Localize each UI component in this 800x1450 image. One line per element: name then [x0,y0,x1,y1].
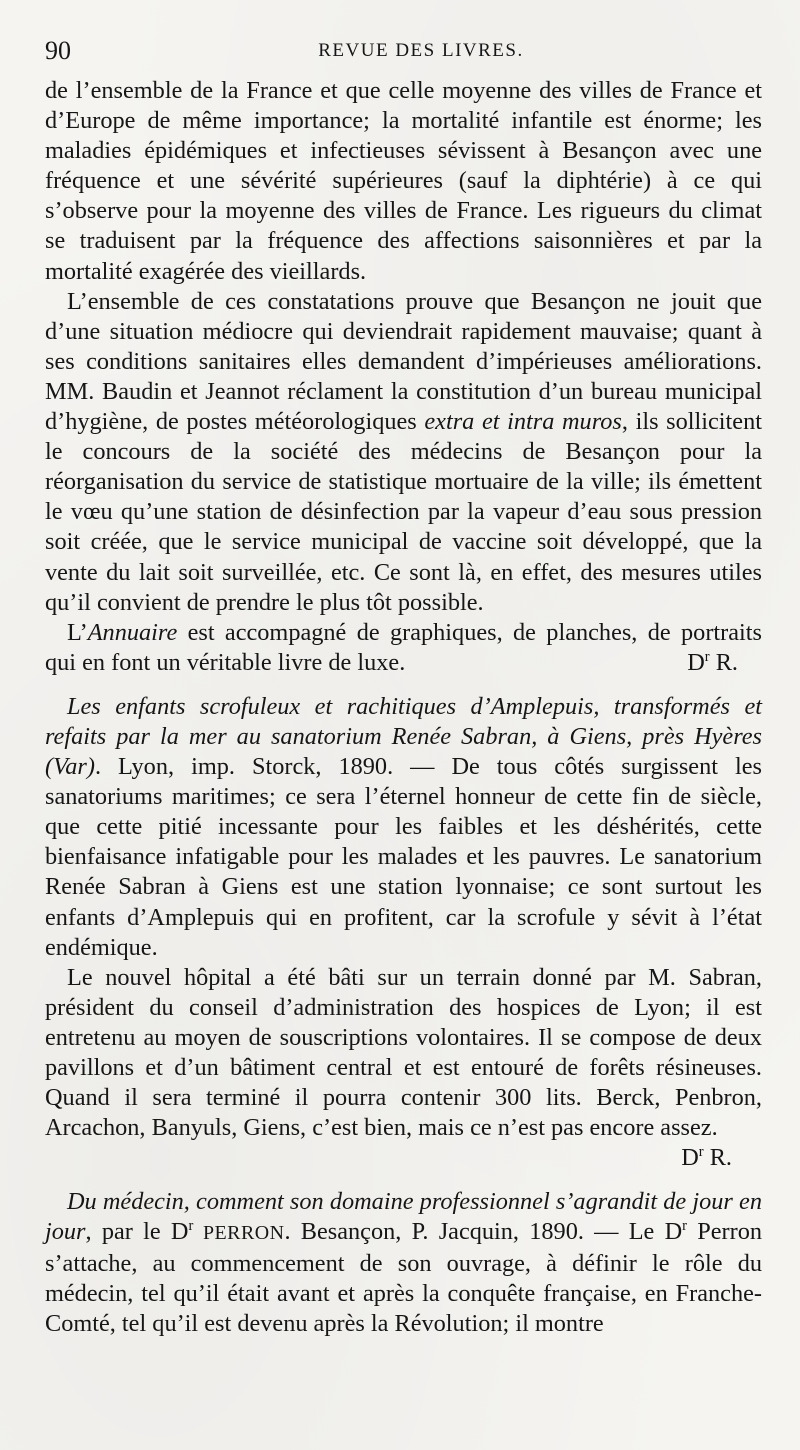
review2-signature-tail: R. [703,1144,732,1172]
review3-publication: . Besançon, P. Jacquin, 1890. — Le D [284,1218,683,1246]
review2-paragraph-2-text: Le nouvel hôpital a été bâti sur un terrain donné par M. Sabran, président du conseil d’administration des hospices de Lyon; il est entretenu au moyen de souscriptions volontaires. Il se compose de deux pavillons et d’un bâtiment central et est entouré de forêts résineuses. Quand il sera terminé il pourra contenir 300 lits. Berck, Penbron, Arcachon, Banyuls, Giens, c’est bien, mais ce n’est pas encore assez. [45,963,762,1142]
review2-body: . Lyon, imp. Storck, 1890. — De tous côtés surgissent les sanatoriums maritimes; ce sera l’éternel honneur de cette fin de siècle, que cette pitié incessante pour les faibles et les déshérités, cette bienfaisance infatigable pour les malades et les pauvres. Le sanatorium Renée Sabran à Giens est une station lyonnaise; ce sont surtout les enfants d’Amplepuis qui en profitent, car la scrofule y sévit à l’état endémique. [45,753,762,961]
review1-signature-tail: R. [709,648,738,676]
review3-by-sup: r [188,1218,194,1235]
review1-paragraph-2-end: , ils sollicitent le concours de la société des médecins de Besançon pour la réorganisation du service de statistique mortuaire de la ville; ils émettent le vœu qu’une station de désinfection par la vapeur d’eau sous pression soit créée, que le service municipal de vaccine soit développé, que la vente du lait soit surveillée, etc. Ce sont là, en effet, des mesures utiles qu’il convient de prendre le plus tôt possible. [45,408,762,616]
running-head [45,34,762,68]
review1-italic-phrase: extra et intra muros [424,408,622,436]
review3-by: , par le D [85,1218,189,1246]
review2-title-part-3: ) [86,753,95,781]
review1-signature-main: D [687,648,705,676]
review2-title-part-1: Les enfants scrofuleux et rachitiques d’Amplepuis, transformés et refaits par la mer au sanatorium Renée Sabran, à Giens, près Hyères ( [45,692,762,781]
review3-publication-sup: r [682,1218,687,1235]
review1-paragraph-3-rest: est accompagné de graphiques, de planches, de portraits qui en font un véritable livre de luxe. [45,618,762,676]
review3-body: Perron s’attache, au commencement de son ouvrage, à définir le rôle du médecin, tel qu’il était avant et après la conquête française, en Franche-Comté, tel qu’il est devenu après la Révolution; il montre [45,1218,763,1337]
review2-title-part-2: Var [53,753,87,781]
body-text [45,76,762,1339]
review1-signature [665,648,738,678]
page-number: 90 [45,36,71,65]
review3-author: PERRON [193,1222,285,1245]
review3-title: Du médecin, comment son domaine professionnel s’agrandit de jour en jour [45,1188,762,1246]
journal-title: REVUE DES LIVRES. [318,40,524,61]
review1-paragraph-2-start: L’ensemble de ces constatations prouve que Besançon ne jouit que d’une situation médiocre qui deviendrait rapidement mauvaise; quant à ses conditions sanitaires elles demandent d’impérieuses améliorations. MM. Baudin et Jeannot réclament la constitution d’un bureau municipal d’hygiène, de postes météorologiques [45,287,762,436]
review1-paragraph-2 [45,287,762,618]
review2-signature-main: D [681,1144,699,1172]
review2-signature-sup: r [698,1144,704,1161]
review1-paragraph-3-prefix: L’ [67,618,88,646]
review3-paragraph-1 [45,1187,762,1338]
review1-signature-sup: r [704,648,710,665]
review1-paragraph-1: de l’ensemble de la France et que celle moyenne des villes de France et d’Europe de même importance; la mortalité infantile est énorme; les maladies épidémiques et infectieuses sévissent à Besançon avec une fréquence et une sévérité supérieures (sauf la diphtérie) à ce qui s’observe pour la moyenne des villes de France. Les rigueurs du climat se traduisent par la fréquence des affections saisonnières et par la mortalité exagérée des vieillards. [45,77,762,285]
review1-paragraph-3 [45,618,762,678]
review2-paragraph-1 [45,692,762,963]
review2-paragraph-2 [45,963,762,1172]
review2-signature [659,1143,732,1173]
review1-annuaire-title: Annuaire [87,618,178,646]
